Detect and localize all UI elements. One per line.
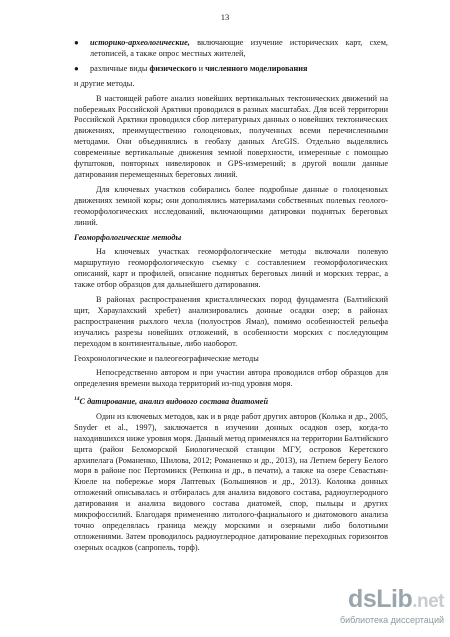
paragraph-geomorph-2: В районах распространения кристаллических пород фундамента (Балтийский щит, Хараулахский хребет) анализировались донные осадки озер; в районах распространения рыхлого чехла (полуостров Ямал), помимо особенностей рельефа изучались разрезы новейших отложений, в особенности морских с последующим переходом в континентальные, либо наоборот. — [74, 295, 388, 348]
list-item-modeling: ● различные виды физического и численного моделирования — [74, 63, 308, 73]
paragraph-key-sites: Для ключевых участков собирались более подробные данные о голоценовых движениях земной коры; они дополнялись материалами собственных полевых геолого-геоморфологических исследований, включающими датировки поднятых береговых линий. — [74, 184, 388, 227]
heading-c14-dating: $^{14}$С датирование, анализ видового состава диатомей — [74, 396, 269, 407]
bullet-icon: ● — [74, 38, 79, 47]
watermark-tagline: библиотека диссертаций — [339, 615, 444, 625]
term-physical: физического — [149, 63, 197, 73]
paragraph-c14-1: Один из ключевых методов, как и в ряде работ других авторов (Колька и др., 2005, Snyder et al., 1997), заключается в изучении донных осадков озер, когда-то находившихся ниже уровня моря. Данный метод применялся на территории Балтийского щита (район Беломорской Биологической станции МГУ, островов Керетского архипелага (Романенко, Шилова, 2012; Романенко и др., 2013), на Летнем берегу Белого моря в районе пос Пертоминск (Репкина и др., в печати), а также на озере Севастьян-Кюеле на побережье моря Лаптевых (Большиянов и др., 2013). Колонка донных отложений описывалась и отбиралась для анализа видового состава, радиоуглеродного датирования и анализа видового состава диатомей, спор, пыльцы и других микрофоссилий. Благодаря примененню литолого-фациального и диатомового анализа точно определялась граница между морскими и озерными либо болотными отложениями. Затем проводилось радиоуглеродное датирование переходных горизонтов озерных осадков (сапропель, торф). — [74, 411, 388, 552]
paragraph-geochron-1: Непосредственно автором и при участии автора проводился отбор образцов для определения времени выхода территорий из-под уровня моря. — [74, 368, 388, 389]
heading-geomorphological: Геоморфологические методы — [74, 232, 182, 242]
paragraph-intro: В настоящей работе анализ новейших вертикальных тектонических движений на побережьях Российской Арктики проводился в разных масштабах. Для всей территории Российской Арктики проводился сбор литературных данных о новейших тектонических движениях, преимущественно голоценовых, полученных всеми перечисленными методами. Они объединялись в геобазу данных ArcGIS. Отдельно выделялись современные вертикальные движения земной поверхности, измеренные с помощью футштоков, повторных нивелировок и GPS-измерений; в другой вошли данные датирования перемещенных береговых линий. — [74, 93, 388, 179]
watermark-logo: dsLib.net — [348, 585, 444, 613]
after-list-text: и другие методы. — [74, 78, 135, 88]
list-item-historical: ● историко-археологические, включающие изучение исторических карт, схем, летописей, а также опрос местных жителей, — [74, 38, 388, 58]
term-numerical: численного моделирования — [205, 63, 308, 73]
term-historical: историко-археологические, — [90, 38, 190, 47]
paragraph-geomorph-1: На ключевых участках геоморфологические методы включали полевую маршрутную геоморфологическую съемку с составлением геоморфологических описаний, карт и профилей, описание поднятых береговых линий и морских террас, а также отбор образцов для дальнейшего датирования. — [74, 247, 388, 290]
page-body — [74, 38, 388, 558]
superscript-14: 14 — [74, 396, 80, 403]
heading-geochronological: Геохронологические и палеогеографические методы — [74, 353, 259, 363]
bullet-icon: ● — [74, 63, 79, 73]
page-number: 13 — [220, 12, 230, 22]
watermark — [339, 585, 448, 629]
